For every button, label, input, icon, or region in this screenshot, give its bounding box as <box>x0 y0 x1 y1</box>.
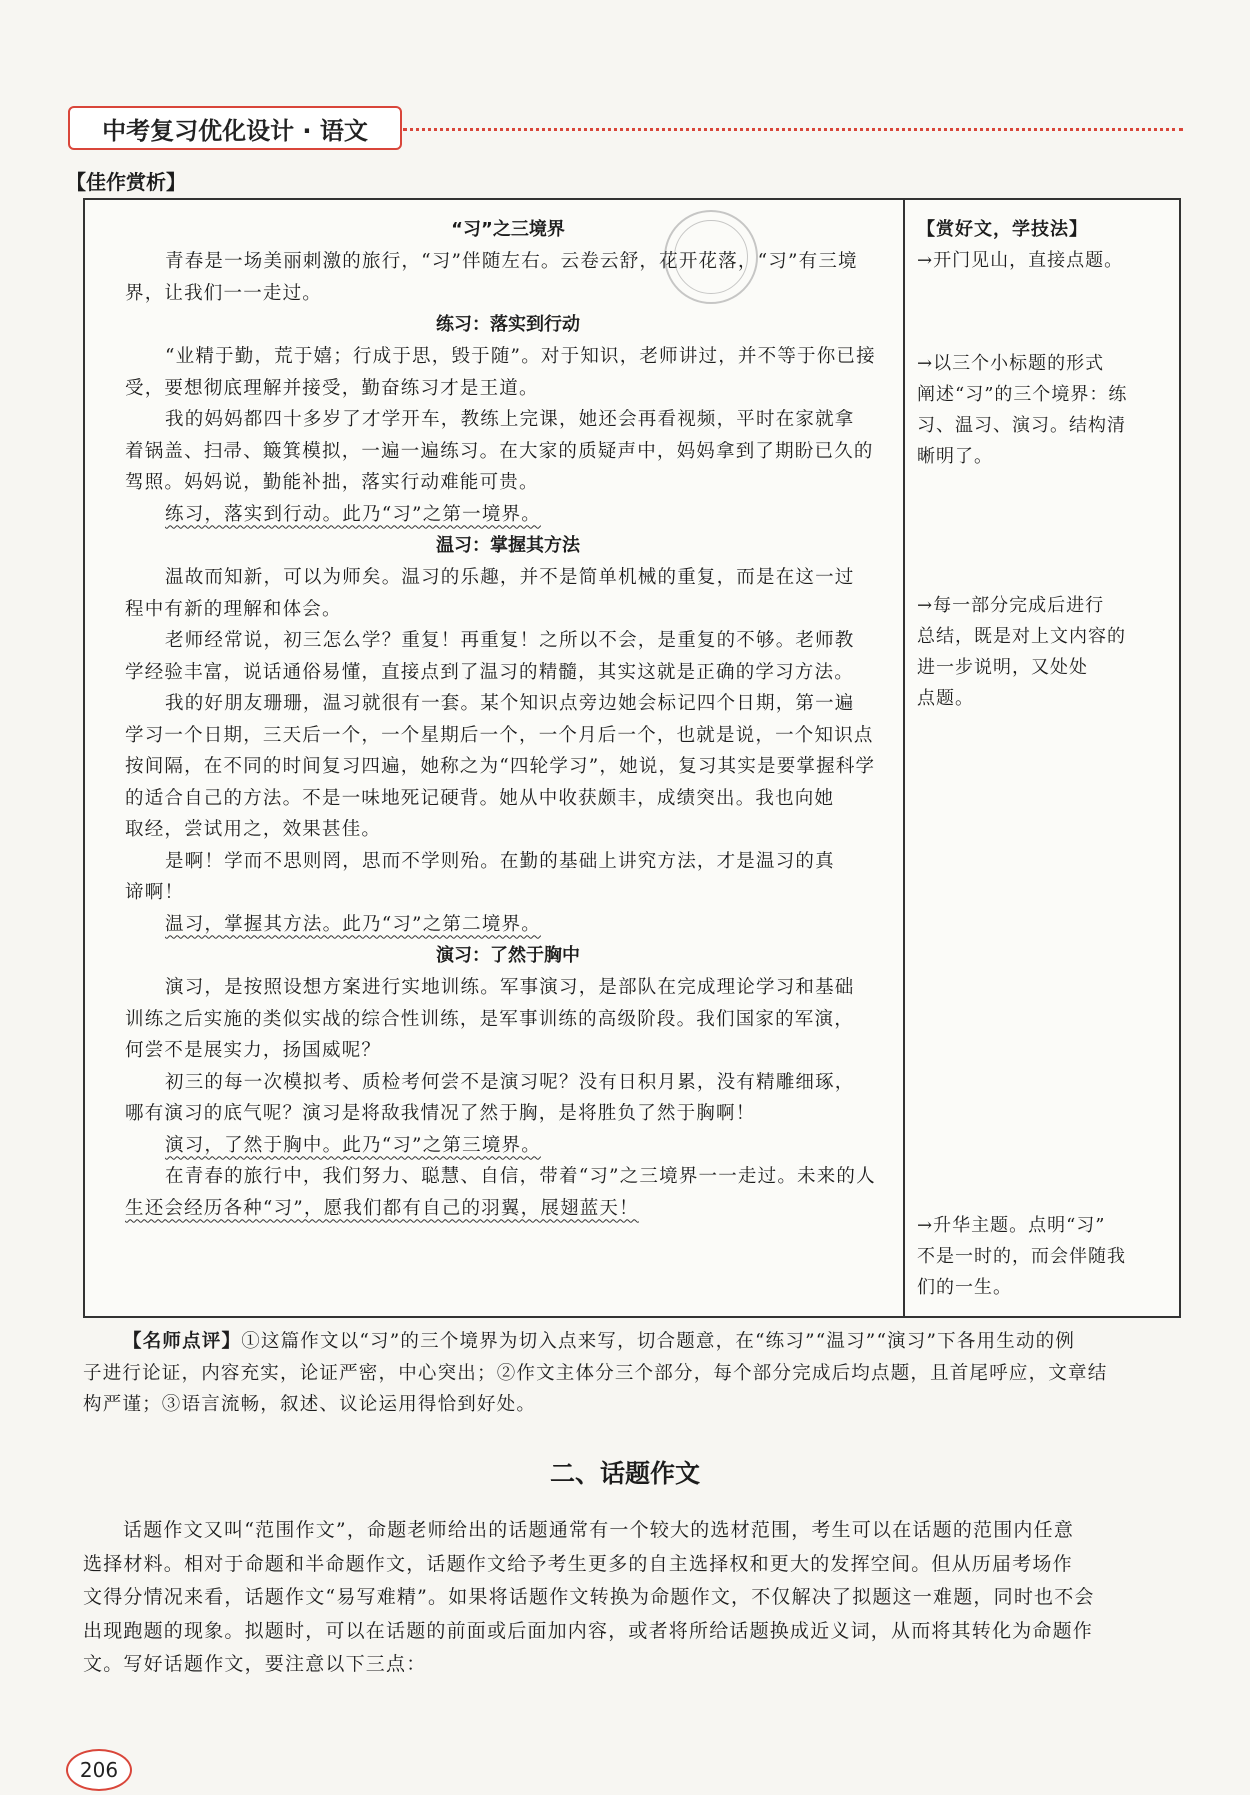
teacher-comment <box>83 1326 1183 1421</box>
side-note-line: 阐述“习”的三个境界：练 <box>917 384 1128 405</box>
essay-line: 初三的每一次模拟考、质检考何尝不是演习呢？没有日积月累，没有精雕细琢， <box>165 1071 855 1093</box>
body-line: 文得分情况来看，话题作文“易写难精”。如果将话题作文转换为命题作文，不仅解决了拟题这一难题，同时也不会 <box>83 1586 1095 1609</box>
essay-line: 我的妈妈都四十多岁了才学开车，教练上完课，她还会再看视频，平时在家就拿 <box>165 409 855 430</box>
essay-line: “业精于勤，荒于嬉；行成于思，毁于随”。对于知识，老师讲过，并不等于你已接 <box>165 346 876 367</box>
side-note-line: 不是一时的，而会伴随我 <box>917 1246 1126 1267</box>
essay-line: 谛啊！ <box>125 882 185 903</box>
body-line: 出现跑题的现象。拟题时，可以在话题的前面或后面加内容，或者将所给话题换成近义词，从而将其转化为命题作 <box>83 1619 1094 1642</box>
essay-line: 按间隔，在不同的时间复习四遍，她称之为“四轮学习”，她说，复习其实是要掌握科学 <box>125 756 876 777</box>
comment-line: 【名师点评】①这篇作文以“习”的三个境界为切入点来写，切合题意，在“练习”“温习”“演习”下各用生动的例 <box>123 1331 1076 1352</box>
essay-line: 界，让我们一一走过。 <box>125 282 323 304</box>
side-note-line: 点题。 <box>917 688 974 709</box>
notes-heading: 【赏好文，学技法】 <box>917 219 1088 240</box>
side-note-1 <box>917 245 1162 276</box>
essay-line: 程中有新的理解和体会。 <box>125 598 342 620</box>
page-header <box>68 106 1188 152</box>
essay-body <box>125 246 891 1224</box>
essay-line <box>125 909 891 941</box>
subheading: 温习：掌握其方法 <box>436 535 580 556</box>
wavy-underlined-text: 温习，掌握其方法。此乃“习”之第二境界。 <box>165 913 541 935</box>
side-note-line: →开门见山，直接点题。 <box>917 250 1124 271</box>
subheading: 演习：了然于胸中 <box>436 945 580 966</box>
comment-tag: 【名师点评】 <box>123 1331 242 1352</box>
body-line: 选择材料。相对于命题和半命题作文，话题作文给予考生更多的自主选择权和更大的发挥空间。但从历届考场作 <box>83 1552 1073 1575</box>
subheading: 练习：落实到行动 <box>436 314 580 335</box>
side-note-line: 习、温习、演习。结构清 <box>917 415 1126 436</box>
notes-column <box>905 200 1179 1316</box>
essay-title: “习”之三境界 <box>451 219 565 240</box>
essay-line: 老师经常说，初三怎么学？重复！再重复！之所以不会，是重复的不够。老师教 <box>165 630 855 651</box>
side-note-3 <box>917 590 1162 714</box>
side-note-line: →以三个小标题的形式 <box>917 353 1105 374</box>
page-number: 206 <box>66 1749 132 1791</box>
essay-line: 何尝不是展实力，扬国威呢？ <box>125 1040 382 1061</box>
essay-line <box>125 499 891 531</box>
essay-line: 驾照。妈妈说，勤能补拙，落实行动难能可贵。 <box>125 472 539 493</box>
essay-column <box>85 200 905 1316</box>
wavy-underlined-text: 演习，了然于胸中。此乃“习”之第三境界。 <box>165 1134 541 1156</box>
essay-line: 温故而知新，可以为师矣。温习的乐趣，并不是简单机械的重复，而是在这一过 <box>165 567 855 588</box>
body-line: 文。写好话题作文，要注意以下三点： <box>83 1653 427 1676</box>
side-note-line: 晰明了。 <box>917 446 993 467</box>
essay-line: 学习一个日期，三天后一个，一个星期后一个，一个月后一个，也就是说，一个知识点 <box>125 724 874 746</box>
essay-line: 哪有演习的底气呢？演习是将敌我情况了然于胸，是将胜负了然于胸啊！ <box>125 1103 756 1124</box>
essay-line: 演习，是按照设想方案进行实地训练。军事演习，是部队在完成理论学习和基础 <box>165 977 855 998</box>
comment-line: 构严谨；③语言流畅，叙述、议论运用得恰到好处。 <box>83 1394 537 1415</box>
book-title: 中考复习优化设计 · 语文 <box>68 106 402 150</box>
essay-line <box>125 1193 891 1225</box>
essay-frame <box>83 198 1181 1318</box>
side-note-line: 们的一生。 <box>917 1277 1012 1298</box>
wavy-underlined-text: 生还会经历各种“习”，愿我们都有自己的羽翼，展翅蓝天！ <box>125 1197 639 1219</box>
comment-line: 子进行论证，内容充实，论证严密，中心突出；②作文主体分三个部分，每个部分完成后均点题，且首尾呼应，文章结 <box>83 1362 1108 1384</box>
essay-line: 着锅盖、扫帚、簸箕模拟，一遍一遍练习。在大家的质疑声中，妈妈拿到了期盼已久的 <box>125 440 874 462</box>
section-2-body <box>83 1514 1183 1682</box>
wavy-underlined-text: 练习，落实到行动。此乃“习”之第一境界。 <box>165 503 541 525</box>
side-note-2 <box>917 348 1162 472</box>
essay-line: 在青春的旅行中，我们努力、聪慧、自信，带着“习”之三境界一一走过。未来的人 <box>165 1166 876 1187</box>
header-dotted-rule <box>403 128 1183 133</box>
side-note-line: 进一步说明，又处处 <box>917 657 1088 678</box>
essay-line: 学经验丰富，说话通俗易懂，直接点到了温习的精髓，其实这就是正确的学习方法。 <box>125 661 854 683</box>
essay-line <box>125 1130 891 1162</box>
side-note-4 <box>917 1210 1162 1303</box>
essay-line: 的适合自己的方法。不是一味地死记硬背。她从中收获颇丰，成绩突出。我也向她 <box>125 787 835 809</box>
body-line: 话题作文又叫“范围作文”，命题老师给出的话题通常有一个较大的选材范围，考生可以在话题的范围内任意 <box>123 1519 1075 1541</box>
side-note-line: →每一部分完成后进行 <box>917 595 1105 616</box>
essay-line: 青春是一场美丽刺激的旅行，“习”伴随左右。云卷云舒，花开花落，“习”有三境 <box>165 251 858 272</box>
essay-line: 取经，尝试用之，效果甚佳。 <box>125 819 382 840</box>
watermark-stamp <box>664 210 758 304</box>
section-label: 【佳作赏析】 <box>66 170 186 194</box>
side-note-line: 总结，既是对上文内容的 <box>917 626 1126 647</box>
essay-line: 训练之后实施的类似实战的综合性训练，是军事训练的高级阶段。我们国家的军演， <box>125 1008 854 1030</box>
essay-line: 是啊！学而不思则罔，思而不学则殆。在勤的基础上讲究方法，才是温习的真 <box>165 850 835 872</box>
side-note-line: →升华主题。点明“习” <box>917 1215 1106 1236</box>
essay-line: 我的好朋友珊珊，温习就很有一套。某个知识点旁边她会标记四个日期，第一遍 <box>165 693 855 714</box>
section-2-title: 二、话题作文 <box>549 1459 700 1488</box>
essay-line: 受，要想彻底理解并接受，勤奋练习才是王道。 <box>125 377 539 399</box>
